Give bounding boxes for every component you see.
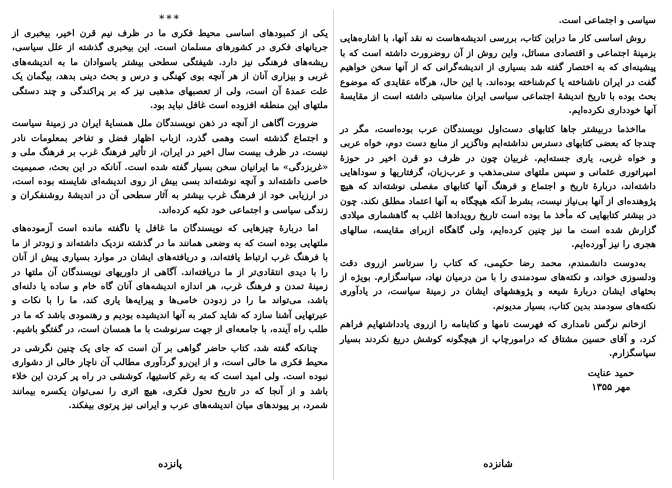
right-page: [340, 14, 656, 484]
page-gutter-divider: [333, 10, 334, 480]
left-page-paragraph: یکی از کمبودهای اساسی محیط فکری ما در ظرف نیم قرن اخیر، بیخبری از جریانهای فکری در کشورهای مسلمان است. این بیخبری گذشته از علل سیاسی، ریشه‌های فرهنگی نیز دارد. شیفتگی سطحی بیشتر باسوادان ما به اندیشه‌های غربی و بیزاری آنان از هر آنچه بوی کهنگی و درس و بحث دینی بدهد، بیگمان یک علت عمدهٔ آن است، ولی از تعصبهای مذهبی نیز که بر پراکندگی و چند دستگی ملتهای این منطقه افزوده است غافل نباید بود.: [12, 28, 328, 112]
right-page-body: [340, 14, 656, 361]
right-page-paragraph: به‌دوست دانشمندم، محمد رضا حکیمی، که کتاب را سرتاسر ازروی دقت ودلسوزی خواند، و نکته‌های سودمندی را با من درمیان نهاد، سپاسگزارم. بویژه از بحثهای ایشان دربارهٔ شیعه و پژوهشهای ایشان در زمینهٔ سیاست، در یادآوری نکته‌های سودمند بدین کتاب، بسیار مدیونم.: [340, 257, 656, 312]
page-number-right: شانزده: [483, 459, 513, 470]
right-page-paragraph: ازخانم نرگس نامداری که فهرست نامها و کتابنامه را ازروی یادداشتهایم فراهم کرد، و آقای حسین مشتاق که درامورچاپ از هیچگونه کوشش دریغ نکردند بسیار سپاسگزارم.: [340, 319, 656, 359]
section-divider-stars: ***: [159, 14, 181, 25]
signature-name: حمید عنایت: [587, 368, 635, 380]
left-page-body: [12, 27, 328, 414]
author-signature: [340, 367, 656, 395]
left-page-paragraph: ضرورت آگاهی از آنچه در ذهن نویسندگان ملل همسایهٔ ایران در زمینهٔ سیاست و اجتماع گذشته است وهمی گذرد، ازباب اظهار فضل و تفاخر بمعلومات نادر نیست. در ظرف بیست سال اخیر در ایران، از تأثیر فرهنگ غرب بر فرهنگ ملی و «غربزدگی» ما ایرانیان سخن بسیار گفته شده است. آنانکه در این بحث، صمیمیت خاصی داشته‌اند و آنچه نوشته‌اند بسی بیش از روی اندیشه‌ای شایسته بوده است، در ارزیابی خود از فرهنگ غرب بیشتر به آثار سطحی آن در اندیشهٔ روشنفکران و زندگی سیاسی و اجتماعی خود تکیه کرده‌اند.: [12, 118, 328, 216]
left-page: [12, 14, 328, 484]
signature-date: مهر ۱۳۵۵: [591, 382, 631, 394]
right-page-paragraph: روش اساسی کار ما دراین کتاب، بررسی اندیشه‌هاست نه نقد آنها، با اشاره‌هایی بزمینهٔ اجتماعی و اقتصادی مسائل، واین روش از آن روضرورت داشته است که با پیشینه‌ای که به اختصار گفته شد بسیاری از اندیشه‌گرانی که از آنها سخن خواهیم گفت در ایران ناشناخته یا کم‌شناخته بوده‌اند. با این حال، هرگاه عقایدی که موضوع بحث بوده با تاریخ اندیشهٔ اجتماعی سیاسی ایران مناسبتی داشته است از مقایسهٔ آنها خودداری نکرده‌ایم.: [340, 33, 656, 117]
left-page-paragraph: اما دربارهٔ چیزهایی که نویسندگان ما غافل یا ناگفته مانده است آزموده‌های ملتهایی بوده است که به وضعی همانند ما در گذشته نزدیک داشته‌اند و زودتر از ما با فرهنگ غرب ارتباط یافته‌اند، و دریافته‌های ایشان در موارد بسیاری پیش از آنان را با دیدی انتقادی‌تر از ما دریافته‌اند. آگاهی از داوریهای نویسندگان آن ملتها در زمینهٔ تمدن و فرهنگ غرب، هر اندازه اندیشه‌های آنان گاه خام و ساده یا دلنه‌ای باشد، می‌تواند ما را در زدودن خامی‌ها و پیرایه‌ها یاری کند، ما را با نکات و عبرتهایی آشنا سازد که شاید کمتر به آنها اندیشیده بودیم و رهنمودی باشد که ما در طلب راه آینده، با جامعه‌ای از جهت سرنوشت با ما همسان است، در گفتگو باشیم.: [12, 223, 328, 336]
page-number-left: پانزده: [158, 459, 182, 470]
right-page-paragraph: ما‌اخذ‌ما دربیشتر جاها کتابهای دست‌اول نویسندگان عرب بوده‌است، مگر در چندجا که بعضی کتابهای دسترس نداشته‌ایم وناگزیر از منابع دست دوم، خواه عربی و خواه غربی، یاری جسته‌ایم. غربیان چون در ظرف دو قرن اخیر در حوزهٔ امپراتوری عثمانی و سپس ملتهای سنی‌مذهب و عرب‌زبان، گرفتاریها و سوداهایی داشته‌اند، دربارهٔ تاریخ و اجتماع و فرهنگ آنها کتابهای مفصلی نوشته‌اند که هیچ پژوهنده‌ای از آنها بی‌نیاز نیست، بشرط آنکه هیچگاه به آنها اعتماد مطلق نکند. چون در بیشتر کتابهایی که مأخذ ما بوده است تاریخ رویدادها اغلب به گاهشماری میلادی گزارش شده است ما نیز چنین کرده‌ایم، ولی گاهگاه ازبرای مقایسه، سالهای هجری را نیز آورده‌ایم.: [340, 123, 656, 251]
right-page-paragraph: سیاسی و اجتماعی است.: [558, 15, 656, 26]
left-page-paragraph: چنانکه گفته شد، کتاب حاضر گواهی بر آن است که جای یک چنین نگرشی در محیط فکری ما خالی است، و از این‌رو گردآوری مطالب آن ناچار خالی از دشواری نبوده است. ولی امید است که به رغم کاستیها، کوششی در راه پر کردن این خلاء باشد و از آنجا که در تاریخ تحول فکری، هیچ اثری را نمی‌توان یکسره بیمانند شمرد، بر پیوندهای میان اندیشه‌های عرب و ایرانی نیز پرتوی بیفکند.: [12, 342, 328, 412]
